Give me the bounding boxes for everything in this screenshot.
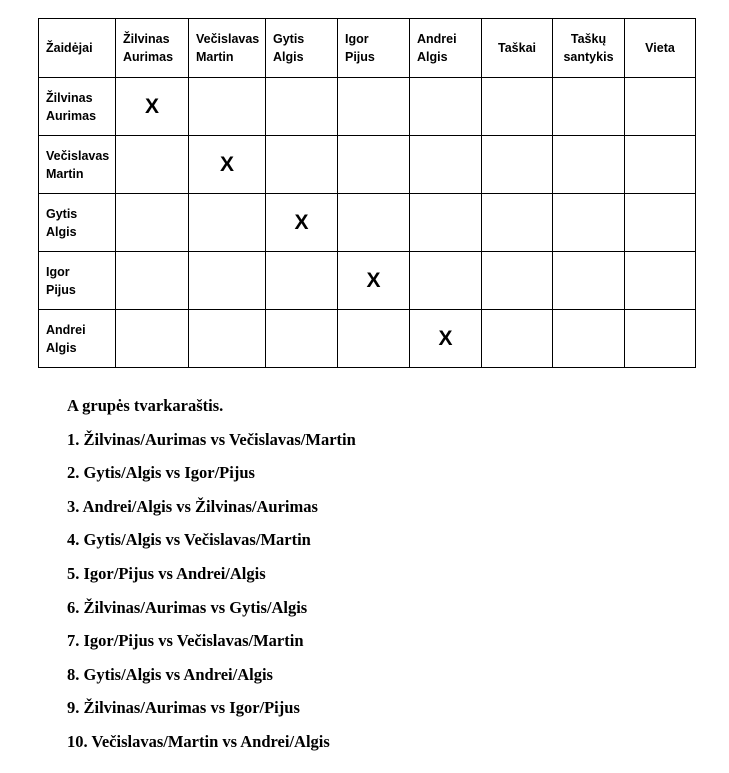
ratio-cell [553,252,625,310]
row-player-name: Gytis Algis [39,194,116,252]
header-points: Taškai [482,19,553,78]
header-place: Vieta [625,19,696,78]
table-row [39,136,696,194]
score-cell [410,252,482,310]
self-match-mark: X [189,136,266,194]
place-cell [625,78,696,136]
schedule-match: 9. Žilvinas/Aurimas vs Igor/Pijus [67,698,300,718]
score-cell [266,78,338,136]
group-schedule [67,395,356,765]
schedule-match: 10. Večislavas/Martin vs Andrei/Algis [67,731,330,751]
points-cell [482,136,553,194]
schedule-match: 8. Gytis/Algis vs Andrei/Algis [67,664,273,684]
header-player-5: Andrei Algis [410,19,482,78]
score-cell [410,194,482,252]
table-row [39,78,696,136]
points-cell [482,194,553,252]
score-cell [116,252,189,310]
standings-table [38,18,696,368]
table-row [39,252,696,310]
score-cell [189,310,266,368]
schedule-title: A grupės tvarkaraštis. [67,396,224,415]
schedule-match: 3. Andrei/Algis vs Žilvinas/Aurimas [67,496,318,516]
row-player-name: Andrei Algis [39,310,116,368]
score-cell [266,310,338,368]
header-players-label: Žaidėjai [39,19,116,78]
ratio-cell [553,310,625,368]
score-cell [116,194,189,252]
schedule-match: 1. Žilvinas/Aurimas vs Večislavas/Martin [67,429,356,449]
schedule-match: 4. Gytis/Algis vs Večislavas/Martin [67,530,311,550]
score-cell [266,136,338,194]
row-player-name: Igor Pijus [39,252,116,310]
row-player-name: Žilvinas Aurimas [39,78,116,136]
points-cell [482,78,553,136]
place-cell [625,310,696,368]
table-row [39,310,696,368]
self-match-mark: X [410,310,482,368]
header-row [39,19,696,78]
score-cell [116,310,189,368]
score-cell [338,194,410,252]
score-cell [189,194,266,252]
header-player-1: Žilvinas Aurimas [116,19,189,78]
score-cell [116,136,189,194]
score-cell [266,252,338,310]
place-cell [625,252,696,310]
header-player-2: Večislavas Martin [189,19,266,78]
header-points-ratio: Taškų santykis [553,19,625,78]
score-cell [338,310,410,368]
place-cell [625,194,696,252]
score-cell [338,78,410,136]
table-row [39,194,696,252]
score-cell [410,136,482,194]
score-cell [189,252,266,310]
schedule-match: 7. Igor/Pijus vs Večislavas/Martin [67,631,304,651]
self-match-mark: X [338,252,410,310]
row-player-name: Večislavas Martin [39,136,116,194]
self-match-mark: X [116,78,189,136]
score-cell [189,78,266,136]
points-cell [482,310,553,368]
ratio-cell [553,78,625,136]
header-player-4: Igor Pijus [338,19,410,78]
place-cell [625,136,696,194]
score-cell [410,78,482,136]
points-cell [482,252,553,310]
ratio-cell [553,136,625,194]
schedule-match: 2. Gytis/Algis vs Igor/Pijus [67,463,255,483]
self-match-mark: X [266,194,338,252]
header-player-3: Gytis Algis [266,19,338,78]
schedule-match: 5. Igor/Pijus vs Andrei/Algis [67,563,266,583]
ratio-cell [553,194,625,252]
score-cell [338,136,410,194]
schedule-match: 6. Žilvinas/Aurimas vs Gytis/Algis [67,597,308,617]
